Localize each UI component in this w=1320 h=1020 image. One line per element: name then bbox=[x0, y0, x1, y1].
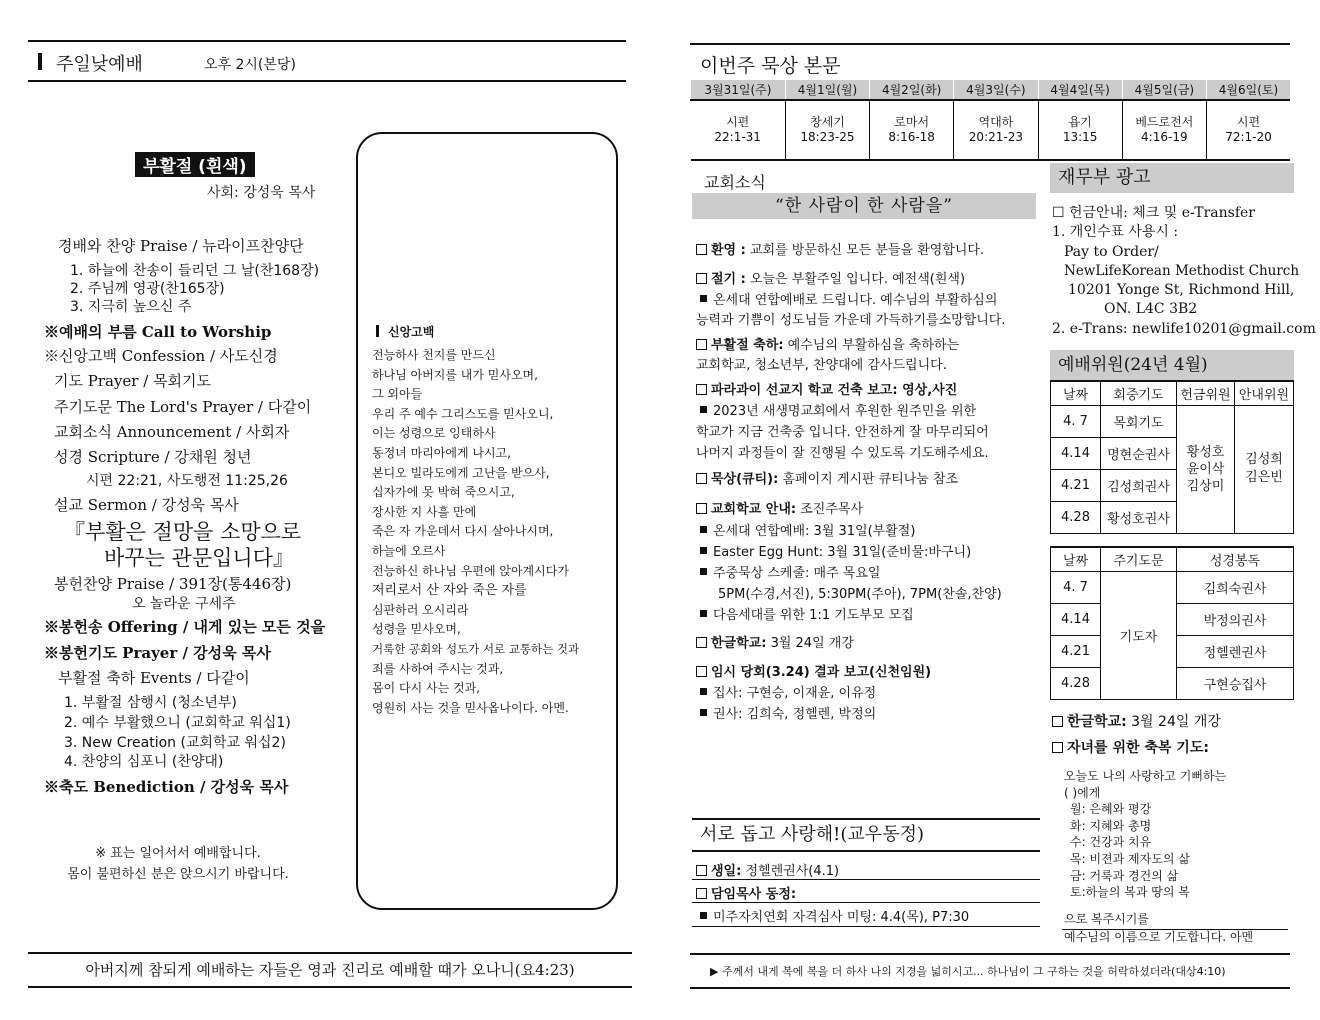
order-item: 1. 하늘에 찬송이 들리던 그 날(찬168장) bbox=[70, 263, 320, 279]
blessing-line: 오늘도 나의 사랑하고 기뻐하는 bbox=[1064, 769, 1227, 783]
reading-day: 4월5일(금) bbox=[1122, 80, 1206, 100]
creed-line: 전능하사 천지를 만드신 bbox=[372, 348, 496, 362]
creed-line: 저리로서 산 자와 죽은 자를 bbox=[372, 583, 527, 599]
order-item: 1. 부활절 삼행시 (청소년부) bbox=[64, 695, 237, 711]
checkbox-icon bbox=[696, 503, 707, 514]
order-item: 2. 예수 부활했으니 (교회학교 워십1) bbox=[64, 715, 291, 731]
reading-refs-row bbox=[691, 100, 1291, 160]
table-row: 4.28 황성호권사 bbox=[1051, 501, 1294, 533]
order-item: ※봉헌기도 Prayer / 강성욱 목사 bbox=[44, 644, 271, 662]
duty-table-2 bbox=[1050, 546, 1294, 700]
reading-cell: 시편 72:1-20 bbox=[1206, 100, 1290, 160]
checkbox-icon bbox=[696, 273, 707, 284]
order-item: ※봉헌송 Offering / 내게 있는 모든 것을 bbox=[44, 618, 326, 636]
reading-cell: 로마서 8:16-18 bbox=[870, 100, 954, 160]
blessing-line: 으로 복주시기를 bbox=[1064, 912, 1149, 926]
finance-line: ☐ 헌금안내: 체크 및 e-Transfer bbox=[1052, 205, 1255, 221]
finance-line: 10201 Yonge St, Richmond Hill, bbox=[1068, 282, 1295, 299]
news-bullet: 온세대 연합예배로 드립니다. 예수님의 부활하심의 bbox=[696, 289, 997, 308]
reading-day: 4월4일(목) bbox=[1038, 80, 1122, 100]
table-row: 4. 7 목회기도 황성호 윤이삭 김상미 김성희 김은빈 bbox=[1051, 405, 1294, 437]
reading-table bbox=[690, 80, 1290, 161]
order-item: 봉헌찬양 Praise / 391장(통446장) bbox=[54, 575, 292, 593]
creed-line: 하나님 아버지를 내가 믿사오며, bbox=[372, 367, 538, 382]
birthday: 생일: 정헬렌권사(4.1) bbox=[696, 860, 839, 879]
news-qt: 묵상(큐티): 홈페이지 게시판 큐티나눔 참조 bbox=[696, 468, 958, 487]
news-bullet: 온세대 연합예배: 3월 31일(부활절) bbox=[696, 520, 915, 539]
creed-line: 몸이 다시 사는 것과, bbox=[372, 681, 480, 696]
finance-title: 재무부 광고 bbox=[1050, 163, 1294, 193]
checkbox-icon bbox=[696, 384, 707, 395]
news-bullet: 다음세대를 위한 1:1 기도부모 모집 bbox=[696, 604, 914, 623]
order-item: 시편 22:21, 사도행전 11:25,26 bbox=[86, 473, 288, 489]
finance-line: ON. L4C 3B2 bbox=[1104, 301, 1198, 318]
blessing-line: ( )에게 bbox=[1064, 785, 1101, 800]
news-season: 절기 : 오늘은 부활주일 입니다. 예전색(흰색) bbox=[696, 268, 965, 287]
creed-line: 동정녀 마리아에게 나시고, bbox=[372, 445, 511, 460]
finance-line: NewLifeKorean Methodist Church bbox=[1064, 262, 1300, 279]
order-item: 3. 지극히 높으신 주 bbox=[70, 299, 192, 315]
table-row: 4.21 정헬렌권사 bbox=[1051, 635, 1294, 667]
table-row: 4.28 구현승집사 bbox=[1051, 667, 1294, 699]
divider bbox=[692, 879, 1040, 880]
news-bullet: 권사: 김희숙, 정헬렌, 박정의 bbox=[696, 703, 876, 722]
news-bullet: Easter Egg Hunt: 3월 31일(준비물:바구니) bbox=[696, 541, 971, 560]
blessing-end bbox=[1064, 910, 1253, 946]
reading-day: 4월2일(화) bbox=[870, 80, 954, 100]
pastor-news: 담임목사 동정: bbox=[696, 883, 796, 902]
reading-day: 4월3일(수) bbox=[954, 80, 1038, 100]
divider bbox=[692, 902, 1040, 903]
worship-notes bbox=[0, 843, 356, 885]
reading-day: 4월1일(월) bbox=[785, 80, 869, 100]
checkbox-icon bbox=[1052, 716, 1063, 727]
order-item: 4. 찬양의 심포니 (찬양대) bbox=[64, 754, 224, 770]
table-row: 4. 7 기도자 김희숙권사 bbox=[1051, 571, 1294, 603]
table-row: 4.21 김성희권사 bbox=[1051, 469, 1294, 501]
duty-title: 예배위원(24년 4월) bbox=[1050, 350, 1294, 380]
sermon-title-1: 『부활은 절망을 소망으로 bbox=[64, 520, 302, 544]
creed-title: 신앙고백 bbox=[376, 323, 434, 340]
blessing-title: 자녀를 위한 축복 기도: bbox=[1052, 737, 1209, 757]
bullet-icon bbox=[700, 526, 707, 533]
creed-line: 우리 주 예수 그리스도를 믿사오니, bbox=[372, 406, 554, 421]
table-row: 4.14 박정의권사 bbox=[1051, 603, 1294, 635]
creed-bar-icon bbox=[376, 325, 379, 337]
season-badge: 부활절 (흰색) bbox=[135, 152, 255, 177]
left-footer-verse: 아버지께 참되게 예배하는 자들은 영과 진리로 예배할 때가 오나니(요4:23) bbox=[28, 952, 632, 988]
header-bar-icon bbox=[38, 53, 42, 70]
bullet-icon bbox=[700, 610, 707, 617]
reading-cell: 시편 22:1-31 bbox=[691, 100, 786, 160]
news-text: 나머지 과정들이 잘 진행될 수 있도록 기도해주세요. bbox=[696, 446, 989, 461]
news-session: 임시 당회(3.24) 결과 보고(신천임원) bbox=[696, 661, 931, 680]
news-bullet: 주중묵상 스케줄: 매주 목요일 bbox=[696, 562, 880, 581]
creed-line: 죄를 사하여 주시는 것과, bbox=[372, 661, 504, 676]
news-text: 교회학교, 청소년부, 찬양대에 감사드립니다. bbox=[696, 358, 947, 373]
creed-line: 장사한 지 사흘 만에 bbox=[372, 504, 477, 519]
creed-line: 이는 성령으로 잉태하사 bbox=[372, 426, 496, 441]
korean-school: 한글학교: 3월 24일 개강 bbox=[1052, 711, 1221, 731]
bullet-icon bbox=[700, 295, 707, 302]
checkbox-icon bbox=[696, 244, 707, 255]
order-item: 부활절 축하 Events / 다같이 bbox=[58, 669, 250, 687]
news-bullet: 집사: 구현승, 이재윤, 이유정 bbox=[696, 682, 876, 701]
creed-line: 전능하신 하나님 우편에 앉아계시다가 bbox=[372, 563, 569, 578]
bullet-icon bbox=[700, 406, 707, 413]
order-item: 주기도문 The Lord's Prayer / 다같이 bbox=[54, 398, 312, 416]
checkbox-icon bbox=[696, 339, 707, 350]
news-bullet: 2023년 새생명교회에서 후원한 원주민을 위한 bbox=[696, 400, 976, 419]
creed-line: 죽은 자 가운데서 다시 살아나시며, bbox=[372, 524, 554, 539]
note-line: 몸이 불편하신 분은 앉으시기 바랍니다. bbox=[67, 867, 289, 882]
order-item: 성경 Scripture / 강채원 청년 bbox=[54, 448, 252, 466]
order-item: ※예배의 부름 Call to Worship bbox=[44, 323, 272, 341]
news-korean: 한글학교: 3월 24일 개강 bbox=[696, 632, 854, 651]
order-item: 교회소식 Announcement / 사회자 bbox=[54, 423, 290, 441]
order-item: 3. New Creation (교회학교 워십2) bbox=[64, 735, 286, 751]
reading-cell: 욥기 13:15 bbox=[1038, 100, 1122, 160]
creed-text bbox=[372, 346, 579, 718]
reading-cell: 창세기 18:23-25 bbox=[785, 100, 869, 160]
creed-line: 그 외아들 bbox=[372, 387, 423, 402]
host: 사회: 강성욱 목사 bbox=[207, 185, 316, 201]
news-welcome: 환영 : 교회를 방문하신 모든 분들을 환영합니다. bbox=[696, 239, 984, 258]
reading-cell: 베드로전서 4:16-19 bbox=[1122, 100, 1206, 160]
news-text: 5PM(수경,서진), 5:30PM(주아), 7PM(찬솔,찬양) bbox=[718, 587, 1002, 602]
checkbox-icon bbox=[696, 865, 707, 876]
creed-line: 성령을 믿사오며, bbox=[372, 622, 461, 637]
love-section-title: 서로 돕고 사랑해!(교우동정) bbox=[692, 818, 1040, 852]
reading-cell: 역대하 20:21-23 bbox=[954, 100, 1038, 160]
reading-day: 3월31일(주) bbox=[691, 80, 786, 100]
blessing-line: 토:하늘의 복과 땅의 복 bbox=[1070, 885, 1190, 900]
table-header: 날짜 주기도문 성경봉독 bbox=[1051, 547, 1294, 571]
news-paraguay: 파라과이 선교지 학교 건축 보고: 영상,사진 bbox=[696, 379, 957, 398]
reading-title: 이번주 묵상 본문 bbox=[700, 55, 841, 77]
order-item: 기도 Prayer / 목회기도 bbox=[54, 372, 212, 390]
checkbox-icon bbox=[696, 473, 707, 484]
blessing-line: 수: 건강과 치유 bbox=[1070, 835, 1152, 850]
service-title: 주일낮예배 bbox=[56, 54, 143, 75]
news-title: 교회소식 bbox=[704, 173, 766, 192]
checkbox-icon bbox=[696, 666, 707, 677]
pastor-item: 미주자치연회 자격심사 미팅: 4.4(목), P7:30 bbox=[696, 906, 969, 925]
blessing-line: 목: 비젼과 제자도의 삶 bbox=[1070, 851, 1190, 866]
finance-line: 2. e-Trans: newlife10201@gmail.com bbox=[1052, 320, 1316, 337]
blessing-line: 예수님의 이름으로 기도합니다. 아멘 bbox=[1064, 930, 1254, 944]
news-easter: 부활절 축하: 예수님의 부활하심을 축하하는 bbox=[696, 334, 959, 353]
finance-info bbox=[1052, 204, 1316, 339]
sermon-title-2: 바꾸는 관문입니다』 bbox=[104, 546, 294, 570]
service-time: 오후 2시(본당) bbox=[204, 57, 296, 73]
order-item: ※축도 Benediction / 강성욱 목사 bbox=[44, 778, 289, 796]
left-page-header bbox=[28, 40, 626, 82]
news-school: 교회학교 안내: 조진주목사 bbox=[696, 498, 863, 517]
blessing-line: 화: 지혜와 총명 bbox=[1070, 818, 1152, 833]
news-banner: “한 사람이 한 사람을” bbox=[692, 193, 1036, 219]
bullet-icon bbox=[700, 688, 707, 695]
reading-section-header bbox=[690, 43, 1290, 77]
creed-line: 본디오 빌라도에게 고난을 받으사, bbox=[372, 465, 550, 480]
reading-day: 4월6일(토) bbox=[1206, 80, 1290, 100]
creed-line: 심판하러 오시리라 bbox=[372, 602, 469, 617]
creed-line: 영원히 사는 것을 믿사옵나이다. 아멘. bbox=[372, 700, 569, 715]
finance-line: Pay to Order/ bbox=[1064, 243, 1159, 260]
creed-line: 하늘에 오르사 bbox=[372, 543, 446, 558]
order-item: 오 놀라운 구세주 bbox=[132, 596, 236, 612]
checkbox-icon bbox=[1052, 742, 1063, 753]
news-text: 학교가 지금 건축중 입니다. 안전하게 잘 마무리되어 bbox=[696, 425, 989, 440]
lords-prayer-team: 기도자 bbox=[1101, 571, 1177, 699]
checkbox-icon bbox=[696, 888, 707, 899]
blessing-prayer bbox=[1064, 768, 1226, 901]
bullet-icon bbox=[700, 547, 707, 554]
offering-team: 황성호 윤이삭 김상미 bbox=[1177, 405, 1235, 533]
table-row: 4.14 명현순권사 bbox=[1051, 437, 1294, 469]
note-line: ※ 표는 일어서서 예배합니다. bbox=[95, 846, 261, 861]
bullet-icon bbox=[700, 568, 707, 575]
checkbox-icon bbox=[696, 637, 707, 648]
divider bbox=[1062, 929, 1288, 930]
divider bbox=[692, 926, 1040, 927]
creed-line: 거룩한 공회와 성도가 서로 교통하는 것과 bbox=[372, 641, 580, 656]
order-item: ※신앙고백 Confession / 사도신경 bbox=[44, 347, 278, 365]
bullet-icon bbox=[700, 912, 707, 919]
blessing-line: 금: 거룩과 경건의 삶 bbox=[1070, 868, 1179, 883]
bullet-icon bbox=[700, 709, 707, 716]
order-item: 2. 주님께 영광(찬165장) bbox=[70, 281, 225, 297]
table-header: 날짜 회중기도 헌금위원 안내위원 bbox=[1051, 381, 1294, 405]
reading-days-row bbox=[691, 80, 1291, 100]
creed-line: 십자가에 못 박혀 죽으시고, bbox=[372, 485, 515, 500]
order-item: 설교 Sermon / 강성욱 목사 bbox=[54, 496, 239, 514]
blessing-line: 월: 은혜와 평강 bbox=[1070, 802, 1152, 817]
right-footer-verse: ▶ 주께서 내게 복에 복을 더 하사 나의 지경을 넓히시고... 하나님이 그 구하는 것을 허락하셨더라(대상4:10) bbox=[690, 953, 1290, 989]
duty-table-1 bbox=[1050, 380, 1294, 534]
usher-team: 김성희 김은빈 bbox=[1235, 405, 1294, 533]
order-item: 경배와 찬양 Praise / 뉴라이프찬양단 bbox=[58, 237, 304, 255]
news-text: 능력과 기쁨이 성도님들 가운데 가득하기를소망합니다. bbox=[696, 313, 1006, 328]
finance-line: 1. 개인수표 사용시 : bbox=[1052, 224, 1179, 241]
